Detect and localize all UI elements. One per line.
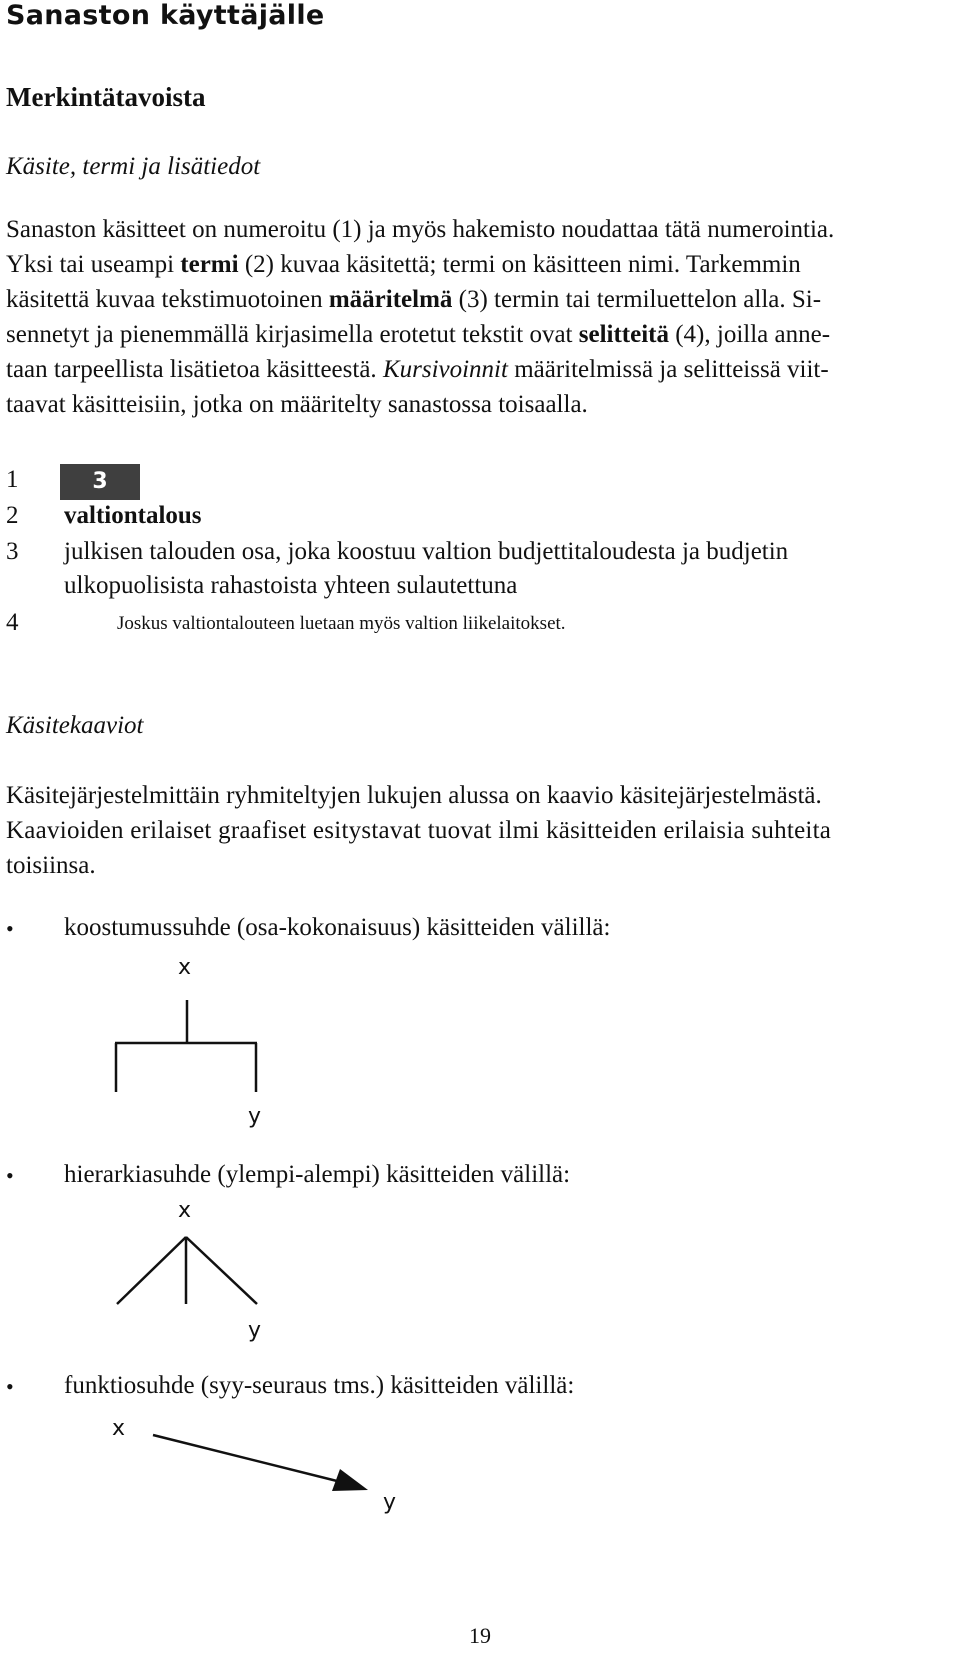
hierarchy-y-label: y bbox=[248, 1318, 262, 1343]
hierarchy-x-label: x bbox=[178, 1198, 192, 1223]
diagram-intro-line: Käsitejärjestelmittäin ryhmiteltyjen lukujen alussa on kaavio käsitejärjestelmästä. bbox=[6, 782, 822, 809]
example-marker-1: 1 bbox=[6, 466, 19, 493]
hierarchy-relation-label: hierarkiasuhde (ylempi-alempi) käsitteiden välillä: bbox=[64, 1161, 571, 1188]
intro-line: sennetyt ja pienemmällä kirjasimella erotetut tekstit ovat selitteitä (4), joilla anne- bbox=[6, 321, 831, 348]
section-heading: Merkintätavoista bbox=[6, 82, 206, 112]
concept-number-badge: 3 bbox=[60, 464, 140, 500]
bullet: • bbox=[6, 1163, 14, 1188]
function-x-label: x bbox=[112, 1416, 126, 1441]
example-definition-line: ulkopuolisista rahastoista yhteen sulautettuna bbox=[64, 572, 518, 599]
function-arrow-line bbox=[153, 1435, 349, 1484]
intro-line: Sanaston käsitteet on numeroitu (1) ja myös hakemisto noudattaa tätä numerointia. bbox=[6, 216, 835, 243]
example-marker-4: 4 bbox=[6, 609, 19, 636]
page-title: Sanaston käyttäjälle bbox=[6, 0, 325, 31]
example-note: Joskus valtiontalouteen luetaan myös valtion liikelaitokset. bbox=[117, 613, 566, 634]
bullet: • bbox=[6, 916, 14, 941]
bullet: • bbox=[6, 1374, 14, 1399]
bold-keyword: termi bbox=[180, 251, 239, 278]
bold-keyword: määritelmä bbox=[328, 286, 453, 313]
function-relation-label: funktiosuhde (syy-seuraus tms.) käsitteiden välillä: bbox=[64, 1372, 575, 1399]
bold-keyword: selitteitä bbox=[578, 321, 669, 348]
composition-relation-label: koostumussuhde (osa-kokonaisuus) käsitteiden välillä: bbox=[64, 914, 611, 941]
composition-x-label: x bbox=[178, 955, 192, 980]
example-term: valtiontalous bbox=[64, 502, 202, 529]
subsection-heading-concepts: Käsite, termi ja lisätiedot bbox=[6, 153, 261, 180]
example-definition-line: julkisen talouden osa, joka koostuu valtion budjettitaloudesta ja budjetin bbox=[64, 538, 789, 565]
hierarchy-left-branch bbox=[117, 1237, 186, 1304]
subsection-heading-diagrams: Käsitekaaviot bbox=[6, 712, 144, 739]
diagram-intro-line: Kaavioiden erilaiset graafiset esitystavat tuovat ilmi käsitteiden erilaisia suhteita bbox=[6, 817, 832, 844]
italic-keyword: Kursivoinnit bbox=[382, 356, 508, 383]
example-marker-3: 3 bbox=[6, 538, 19, 565]
example-marker-2: 2 bbox=[6, 502, 19, 529]
page-number: 19 bbox=[469, 1623, 491, 1648]
composition-y-label: y bbox=[248, 1104, 262, 1129]
hierarchy-right-branch bbox=[186, 1237, 257, 1304]
function-y-label: y bbox=[383, 1490, 397, 1515]
intro-line: Yksi tai useampi termi (2) kuvaa käsitettä; termi on käsitteen nimi. Tarkemmin bbox=[6, 251, 801, 278]
intro-line: taan tarpeellista lisätietoa käsitteestä. Kursivoinnit määritelmissä ja selitteissä viit- bbox=[6, 356, 829, 383]
intro-line: käsitettä kuvaa tekstimuotoinen määritelmä (3) termin tai termiluettelon alla. Si- bbox=[6, 286, 822, 313]
function-arrowhead bbox=[332, 1469, 368, 1491]
intro-line: taavat käsitteisiin, jotka on määritelty sanastossa toisaalla. bbox=[6, 391, 588, 418]
diagram-intro-line: toisiinsa. bbox=[6, 852, 96, 879]
